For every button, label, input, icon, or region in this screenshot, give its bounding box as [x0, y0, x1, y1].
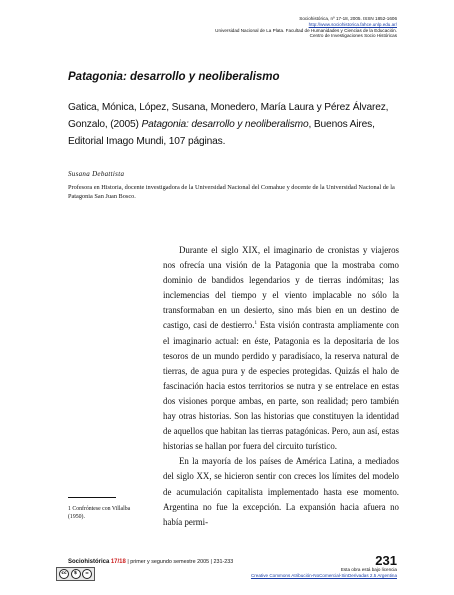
footer-journal: Sociohistórica	[68, 559, 110, 565]
book-citation	[68, 99, 398, 150]
page-footer	[68, 559, 233, 565]
university-line: Universidad Nacional de La Plata. Facultad de Humanidades y Ciencias de la Educación.	[215, 27, 397, 33]
footer-issue: 17/18	[110, 559, 126, 565]
creative-commons-badge[interactable]	[56, 567, 95, 581]
journal-issn-line: Sociohistórica, nº 17-18, 2005. ISSN 1852-1606	[299, 16, 397, 21]
citation-authors: Gatica, Mónica, López, Susana, Monedero, María Laura y Pérez Álvarez, Gonzalo, (2005)	[68, 102, 389, 130]
journal-header	[215, 16, 397, 39]
noderivatives-icon: =	[82, 569, 92, 579]
citation-publisher: , Buenos Aires, Editorial Imago Mundi, 107 páginas.	[68, 119, 375, 147]
reviewer-affiliation: Profesora en Historia, docente investigadora de la Universidad Nacional del Comahue y docente de la Universidad Nacional de la Patagonia San Juan Bosco.	[68, 184, 395, 200]
review-body	[163, 243, 399, 530]
noncommercial-icon: $	[71, 569, 81, 579]
page-number: 231	[375, 553, 397, 568]
footnote-marker[interactable]: 1	[254, 321, 257, 327]
cc-icon: cc	[59, 569, 69, 579]
body-paragraph: En la mayoría de los países de América Latina, a mediados del siglo XX, se hicieron sentir con creces los límites del modelo de acumulación capitalista implementado hasta ese momento. Argentina no fue la excepción. La expansión hacia afuera no había permi-	[163, 456, 399, 527]
footnote-divider	[68, 497, 116, 498]
license-link[interactable]: Creative Commons Atribución-NoComercial-SinDerivadas 2.5 Argentina	[250, 573, 397, 578]
footer-range: | primer y segundo semestre 2005 | 231-233	[127, 559, 234, 565]
license-notice	[251, 567, 397, 579]
reviewer-name: Susana Debattista	[68, 170, 125, 178]
license-intro: Esta obra está bajo licencia	[340, 567, 397, 572]
journal-url-link[interactable]: http://www.sociohistorica.fahce.unlp.edu.ar/	[308, 21, 397, 27]
footnote: 1 Confróntese con Villalba (1950).	[68, 506, 131, 521]
citation-book-title: Patagonia: desarrollo y neoliberalismo	[141, 119, 309, 130]
body-paragraph: Durante el siglo XIX, el imaginario de cronistas y viajeros nos ofrecía una visión de la Patagonia que la mostraba como dominio de bandidos legendarios y de tierras indómitas; las inclemencias del tiempo y el viento implacable no sólo la transformaban en un desierto, sino más bien en un destino de castigo, casi de destierro.$^1$ Esta visión contrasta ampliamente con el imaginario actual: en éste, Patagonia es la depositaria de los tesoros de un mundo perdido y paradisíaco, la reserva natural de tierras, de agua pura y de especies protegidas. Quizás el halo de fascinación hacia estos territorios se nutra y se entrelace en estas dos visiones porque ambas, en parte, son realidad; pero también hay otras historias. Son las historias que constituyen la identidad de aquellos que habitan las tierras patagónicas. Pero, aun así, estas historias se hallan por fuera del circuito turístico.	[163, 245, 399, 452]
review-title: Patagonia: desarrollo y neoliberalismo	[68, 71, 280, 83]
center-line: Centro de Investigaciones Socio Históricas	[309, 33, 397, 39]
